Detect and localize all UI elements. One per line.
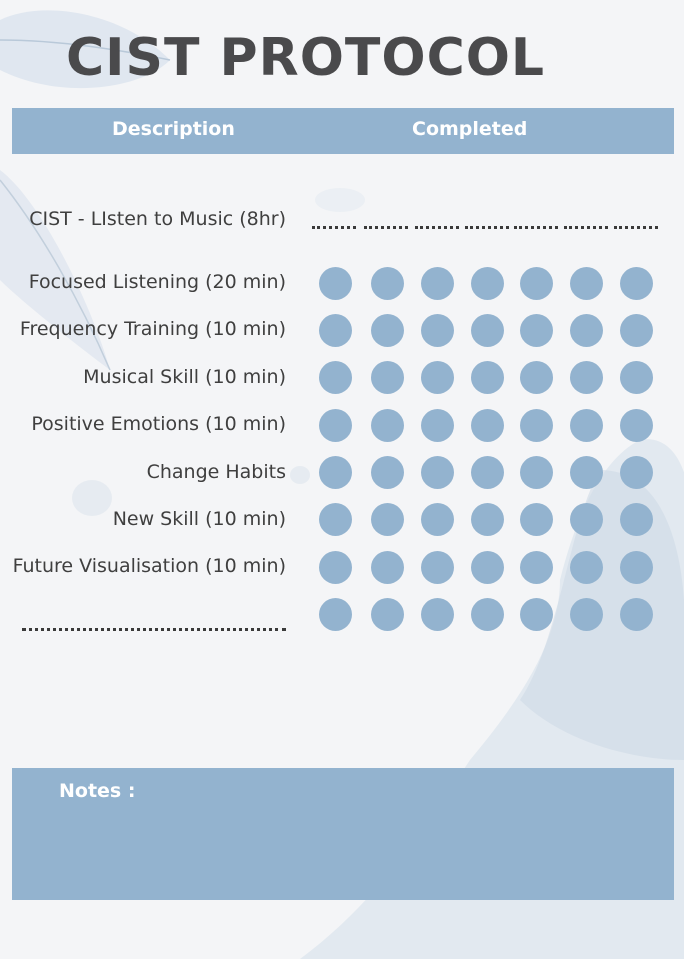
completion-checkbox[interactable] [421, 456, 454, 489]
completion-checkbox[interactable] [620, 314, 653, 347]
day-4-line[interactable] [465, 226, 509, 229]
completion-checkbox[interactable] [570, 503, 603, 536]
completion-checkbox[interactable] [520, 503, 553, 536]
completion-checkbox[interactable] [520, 456, 553, 489]
completion-checkbox[interactable] [471, 361, 504, 394]
completion-checkbox[interactable] [471, 598, 504, 631]
listen-music-tracker-lines[interactable] [312, 212, 660, 232]
completion-checkbox[interactable] [371, 503, 404, 536]
blank-entry-line[interactable] [22, 628, 286, 631]
completion-checkbox[interactable] [520, 409, 553, 442]
completion-checkbox[interactable] [471, 314, 504, 347]
completion-checkbox[interactable] [319, 409, 352, 442]
completion-checkbox[interactable] [520, 267, 553, 300]
completion-checkbox[interactable] [319, 267, 352, 300]
completion-checkbox[interactable] [371, 314, 404, 347]
completed-column-header: Completed [412, 118, 528, 140]
completion-checkbox[interactable] [371, 456, 404, 489]
completion-checkbox[interactable] [520, 314, 553, 347]
completion-checkbox[interactable] [471, 267, 504, 300]
completion-checkbox[interactable] [421, 598, 454, 631]
completion-checkbox[interactable] [620, 551, 653, 584]
row-label-listen-music: CIST - LIsten to Music (8hr) [29, 208, 286, 230]
completion-checkbox[interactable] [319, 503, 352, 536]
completion-checkbox[interactable] [371, 267, 404, 300]
completion-checkbox[interactable] [471, 456, 504, 489]
row-label-future-visualisation: Future Visualisation (10 min) [12, 555, 286, 577]
row-label-change-habits: Change Habits [146, 461, 286, 483]
completion-checkbox[interactable] [421, 551, 454, 584]
completion-checkbox[interactable] [620, 409, 653, 442]
day-5-line[interactable] [514, 226, 558, 229]
completion-checkbox[interactable] [421, 409, 454, 442]
completion-checkbox[interactable] [319, 551, 352, 584]
completion-checkbox[interactable] [570, 267, 603, 300]
completion-checkbox[interactable] [319, 314, 352, 347]
day-2-line[interactable] [364, 226, 408, 229]
leaf-decoration-side [0, 170, 110, 370]
completion-checkbox[interactable] [520, 361, 553, 394]
completion-checkbox[interactable] [421, 503, 454, 536]
completion-checkbox[interactable] [421, 361, 454, 394]
description-column-header: Description [112, 118, 235, 140]
row-label-positive-emotions: Positive Emotions (10 min) [31, 413, 286, 435]
completion-checkbox[interactable] [570, 456, 603, 489]
completion-checkbox[interactable] [620, 267, 653, 300]
table-header [12, 108, 674, 154]
completion-checkbox[interactable] [319, 456, 352, 489]
completion-checkbox[interactable] [570, 598, 603, 631]
completion-checkbox[interactable] [471, 503, 504, 536]
completion-checkbox[interactable] [520, 598, 553, 631]
completion-checkbox[interactable] [620, 503, 653, 536]
row-label-new-skill: New Skill (10 min) [112, 508, 286, 530]
day-1-line[interactable] [312, 226, 356, 229]
day-3-line[interactable] [415, 226, 459, 229]
notes-box[interactable] [12, 768, 674, 900]
completion-checkbox[interactable] [371, 409, 404, 442]
completion-checkbox[interactable] [421, 314, 454, 347]
day-6-line[interactable] [564, 226, 608, 229]
completion-checkbox[interactable] [319, 361, 352, 394]
row-label-musical-skill: Musical Skill (10 min) [83, 366, 286, 388]
completion-checkbox[interactable] [319, 598, 352, 631]
completion-checkbox[interactable] [620, 361, 653, 394]
completion-checkbox[interactable] [620, 456, 653, 489]
completion-checkbox[interactable] [570, 314, 603, 347]
completion-checkbox[interactable] [371, 361, 404, 394]
page-title: CIST PROTOCOL [66, 28, 546, 88]
completion-checkbox[interactable] [471, 551, 504, 584]
completion-checkbox[interactable] [570, 409, 603, 442]
completion-checkbox[interactable] [371, 598, 404, 631]
completion-checkbox[interactable] [471, 409, 504, 442]
completion-checkbox[interactable] [570, 551, 603, 584]
notes-label: Notes : [59, 780, 136, 802]
day-7-line[interactable] [614, 226, 658, 229]
completion-checkbox[interactable] [620, 598, 653, 631]
completion-checkbox[interactable] [570, 361, 603, 394]
completion-checkbox[interactable] [421, 267, 454, 300]
row-label-focused-listening: Focused Listening (20 min) [28, 271, 286, 293]
completion-checkbox[interactable] [520, 551, 553, 584]
completion-checkbox[interactable] [371, 551, 404, 584]
row-label-frequency-training: Frequency Training (10 min) [19, 318, 286, 340]
